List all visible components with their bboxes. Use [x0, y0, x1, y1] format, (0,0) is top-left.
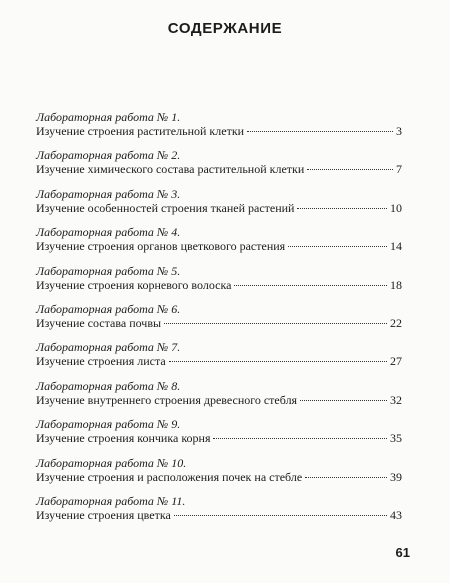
page-number: 61 — [395, 545, 410, 560]
dot-leader — [305, 477, 387, 478]
toc-entry-line — [36, 162, 402, 176]
dot-leader — [234, 285, 387, 286]
dot-leader — [247, 131, 393, 132]
page-title: СОДЕРЖАНИЕ — [167, 20, 283, 37]
toc-entry-heading: Лабораторная работа № 9. — [36, 417, 181, 432]
toc-entry-page: 35 — [390, 431, 402, 446]
toc-entry-line — [36, 278, 402, 292]
toc-entry-heading: Лабораторная работа № 4. — [36, 225, 181, 240]
toc-entry-text: Изучение строения и расположения почек на стебле — [36, 469, 303, 484]
toc-entry-page: 32 — [390, 392, 402, 407]
toc-entry-heading: Лабораторная работа № 3. — [36, 186, 181, 201]
toc-entry-text: Изучение строения органов цветкового растения — [36, 239, 286, 254]
dot-leader — [174, 515, 387, 516]
toc-entry-text: Изучение химического состава растительной клетки — [36, 162, 305, 177]
toc-entry-page: 27 — [390, 354, 402, 369]
toc-entry-heading: Лабораторная работа № 1. — [36, 110, 181, 124]
toc-entry-text: Изучение строения корневого волоска — [36, 277, 232, 292]
toc-entry — [36, 299, 402, 337]
toc-entry-line — [36, 316, 402, 330]
toc-entry-heading: Лабораторная работа № 5. — [36, 263, 181, 278]
toc-entry-line — [36, 508, 402, 522]
dot-leader — [297, 208, 387, 209]
toc-entry-heading: Лабораторная работа № 6. — [36, 301, 181, 316]
toc-entry — [36, 376, 402, 414]
toc-entry-page: 39 — [390, 469, 402, 484]
toc-entry-page: 22 — [390, 315, 402, 330]
toc-entry — [36, 145, 402, 183]
toc-entry-line — [36, 470, 402, 484]
toc-entry-heading: Лабораторная работа № 7. — [36, 340, 181, 355]
toc-entry-heading: Лабораторная работа № 2. — [36, 148, 181, 163]
toc-entry-page: 10 — [390, 200, 402, 215]
toc-entry-page: 3 — [396, 124, 402, 138]
toc-entry-text: Изучение особенностей строения тканей растений — [36, 200, 295, 215]
toc-entry-text: Изучение строения цветка — [36, 507, 171, 522]
toc-entry — [36, 184, 402, 222]
toc-entry-text: Изучение состава почвы — [36, 315, 162, 330]
toc-entry-heading: Лабораторная работа № 8. — [36, 378, 181, 393]
dot-leader — [300, 400, 387, 401]
toc-entry-page: 43 — [390, 507, 402, 522]
dot-leader — [164, 323, 387, 324]
dot-leader — [307, 169, 393, 170]
dot-leader — [213, 438, 387, 439]
toc-entry — [36, 453, 402, 491]
toc-entry-page: 7 — [396, 162, 402, 177]
toc-entry — [36, 222, 402, 260]
toc-entry-text: Изучение строения растительной клетки — [36, 124, 245, 138]
toc-entry-text: Изучение строения листа — [36, 354, 166, 369]
toc-entry-line — [36, 393, 402, 407]
toc-entry-line — [36, 431, 402, 445]
toc-entry-line — [36, 201, 402, 215]
toc-entry-heading: Лабораторная работа № 11. — [36, 493, 186, 508]
toc-entry-text: Изучение строения кончика корня — [36, 431, 211, 446]
toc-entry — [36, 414, 402, 452]
toc-entry — [36, 261, 402, 299]
toc-entry-line — [36, 354, 402, 368]
toc-entry-page: 18 — [390, 277, 402, 292]
toc-entry-text: Изучение внутреннего строения древесного стебля — [36, 392, 298, 407]
toc-entry-heading: Лабораторная работа № 10. — [36, 455, 187, 470]
toc-entry — [36, 337, 402, 375]
toc-entry — [36, 107, 402, 145]
toc-entry-page: 14 — [390, 239, 402, 254]
dot-leader — [288, 246, 387, 247]
table-of-contents — [36, 107, 402, 529]
toc-entry — [36, 491, 402, 529]
toc-entry-line — [36, 239, 402, 253]
toc-entry-line — [36, 124, 402, 138]
dot-leader — [169, 361, 387, 362]
